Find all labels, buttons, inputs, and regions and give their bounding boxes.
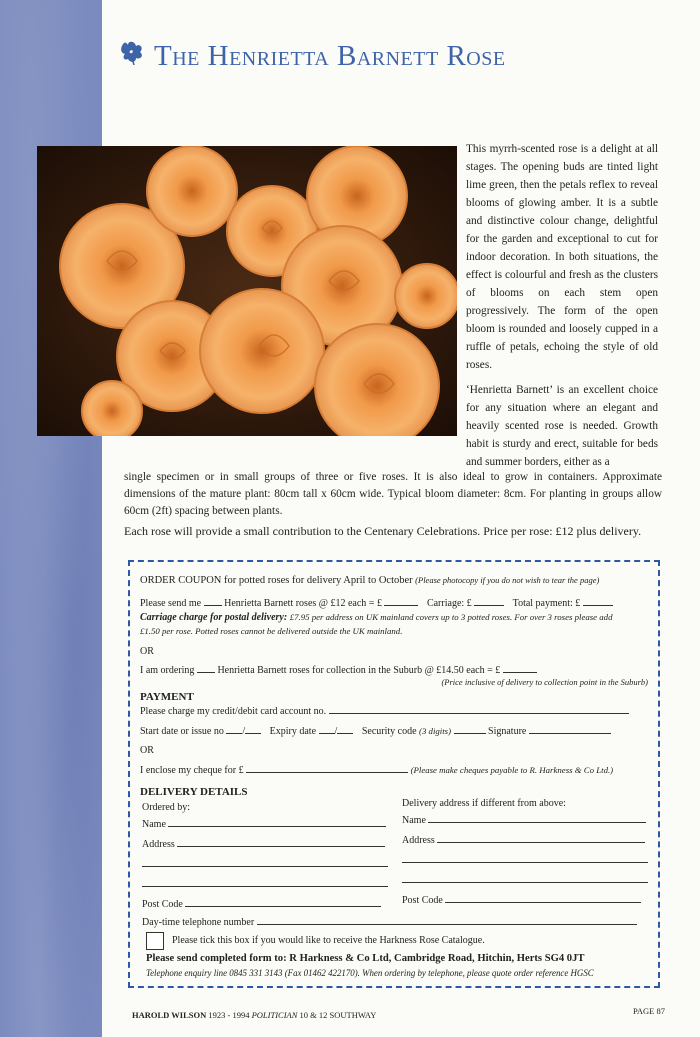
footer-name: HAROLD WILSON — [132, 1010, 207, 1020]
card-number-label: Please charge my credit/debit card account no. — [140, 706, 327, 717]
post-code-label: Post Code — [142, 899, 183, 910]
rose-photo — [37, 146, 457, 436]
telephone-field[interactable] — [257, 916, 637, 925]
ordering-label: I am ordering — [140, 665, 195, 676]
carriage-field[interactable] — [474, 597, 504, 606]
name-label: Name — [142, 819, 166, 830]
delivery-address-field[interactable] — [437, 834, 645, 843]
delivery-post-code-field[interactable] — [445, 894, 641, 903]
address-line-3[interactable] — [142, 878, 388, 887]
card-number-field[interactable] — [329, 705, 629, 714]
send-label: Please send me — [140, 598, 202, 609]
send-text: Henrietta Barnett roses @ £12 each = £ — [224, 598, 382, 609]
catalogue-checkbox[interactable] — [146, 932, 164, 950]
or-separator: OR — [140, 646, 154, 657]
total-label: Total payment: £ — [512, 598, 581, 609]
collection-price-note: (Price inclusive of delivery to collection point in the Suburb) — [441, 677, 648, 687]
intro-paragraph: ‘Henrietta Barnett’ is an excellent choice for any situation where an elegant and heavily scented rose is needed. Growth habit is sturdy and erect, suitable for beds and summer borders, either as a — [466, 384, 658, 468]
expiry-date-label: Expiry date — [269, 726, 317, 737]
footer-credit — [132, 1010, 376, 1020]
security-code-field[interactable] — [454, 725, 486, 734]
price-line: Each rose will provide a small contribution to the Centenary Celebrations. Price per rose: £12 plus delivery. — [124, 524, 642, 538]
expiry-month-field[interactable] — [319, 725, 335, 734]
footer-years: 1923 - 1994 — [208, 1010, 250, 1020]
delivery-post-code-label: Post Code — [402, 895, 443, 906]
expiry-year-field[interactable] — [337, 725, 353, 734]
rose-logo-icon — [118, 39, 146, 73]
or-separator: OR — [140, 745, 154, 756]
carriage-charge-label: Carriage charge for postal delivery: — [140, 612, 288, 623]
footer-address: 10 & 12 SOUTHWAY — [299, 1010, 377, 1020]
address-line-2[interactable] — [142, 858, 388, 867]
cheque-amount-field[interactable] — [246, 764, 408, 773]
signature-field[interactable] — [529, 725, 611, 734]
order-coupon: ORDER COUPON for potted roses for delivery April to October (Please photocopy if you do not wish to tear the page) Please send me Henrietta Barnett roses @ £12 each = £ Carriage: £ Total payment: £ Carriage charge for postal delivery: £7.95 per address on UK mainland covers up to 3 potted roses. For over 3 roses please add £1.50 per rose. Potted roses cannot be delivered outside the UK mainland. OR I am ordering Henrietta Barnett roses for collection in the Suburb @ £14.50 each = £ (Price inclusive of delivery to collection point in the Suburb) PAYMENT Please charge my credit/debit card account no. Start date or issue no / Expiry date / Security code (3 digits) Signature OR I enclose my cheque for £ (Please make cheques payable to R. Harkness & Co Ltd.) DELIVERY DETAILS Ordered by: Delivery address if different from above: Name Name Address Address Post Code Post Code Day-time telephone number Please tick this box if you would like to receive the Harkness Rose Catalogue. Please send completed form to: R Harkness & Co Ltd, Cambridge Road, Hitchin, Herts SG4 0JT Telephone enquiry line 0845 331 3143 (Fax 01462 422170). When ordering by telephone, please quote order reference HGSC — [128, 560, 660, 988]
intro-paragraph: This myrrh-scented rose is a delight at all stages. The opening buds are tinted light lime green, then the petals reflex to reveal blooms of glowing amber. It is a subtle and distinctive colour change, delightful for the garden and exceptional to cut for indoor decoration. In both situations, the effect is colourful and fresh as the clusters of blooms on each stem open progressively. The form of the open bloom is rounded and loosely cupped in a ruffle of petals, echoing the style of old roses. — [466, 143, 658, 371]
intro-text — [466, 140, 658, 478]
security-code-note: (3 digits) — [419, 726, 452, 736]
start-date-month-field[interactable] — [226, 725, 242, 734]
collection-quantity-field[interactable] — [197, 664, 215, 673]
subtotal-field[interactable] — [384, 597, 418, 606]
address-field[interactable] — [177, 838, 385, 847]
post-code-field[interactable] — [185, 898, 381, 907]
carriage-label: Carriage: £ — [426, 598, 472, 609]
coupon-heading-note: (Please photocopy if you do not wish to tear the page) — [415, 575, 600, 585]
page-number: PAGE 87 — [632, 1006, 665, 1016]
payment-heading: PAYMENT — [140, 691, 194, 703]
telephone-label: Day-time telephone number — [142, 917, 255, 928]
signature-label: Signature — [488, 726, 527, 737]
delivery-address-label: Delivery address if different from above: — [402, 798, 566, 809]
ordered-by-label: Ordered by: — [142, 802, 191, 813]
telephone-enquiry-line: Telephone enquiry line 0845 331 3143 (Fax 01462 422170). When ordering by telephone, please quote order reference HGSC — [146, 968, 594, 978]
footer-role: POLITICIAN — [251, 1010, 298, 1020]
total-field[interactable] — [583, 597, 613, 606]
carriage-charge-text-2: £1.50 per rose. Potted roses cannot be delivered outside the UK mainland. — [140, 626, 403, 636]
quantity-field[interactable] — [204, 597, 222, 606]
carriage-charge-text: £7.95 per address on UK mainland covers up to 3 potted roses. For over 3 roses please add — [289, 612, 613, 622]
cheque-note: (Please make cheques payable to R. Harkness & Co Ltd.) — [410, 765, 614, 775]
body-text-continuation: single specimen or in small groups of three or five roses. It is also ideal to grow in containers. Approximate dimensions of the mature plant: 80cm tall x 60cm wide. Typical bloom diameter: 8cm. For planting in groups allow 60cm (2ft) spacing between plants. — [124, 471, 662, 517]
delivery-name-label: Name — [402, 815, 426, 826]
address-label: Address — [142, 839, 175, 850]
delivery-name-field[interactable] — [428, 814, 646, 823]
start-date-year-field[interactable] — [245, 725, 261, 734]
coupon-heading: ORDER COUPON for potted roses for delivery April to October — [140, 575, 413, 586]
ordering-text: Henrietta Barnett roses for collection in the Suburb @ £14.50 each = £ — [217, 665, 501, 676]
delivery-address-field-label: Address — [402, 835, 435, 846]
catalogue-checkbox-label: Please tick this box if you would like to receive the Harkness Rose Catalogue. — [172, 935, 485, 946]
collection-total-field[interactable] — [503, 664, 537, 673]
name-field[interactable] — [168, 818, 386, 827]
security-code-label: Security code — [361, 726, 417, 737]
delivery-address-line-3[interactable] — [402, 874, 648, 883]
start-date-label: Start date or issue no — [140, 726, 224, 737]
delivery-heading: DELIVERY DETAILS — [140, 786, 248, 798]
page-title: The Henrietta Barnett Rose — [118, 38, 678, 78]
delivery-address-line-2[interactable] — [402, 854, 648, 863]
send-to-address: Please send completed form to: R Harkness & Co Ltd, Cambridge Road, Hitchin, Herts SG4 0JT — [146, 953, 585, 964]
cheque-label: I enclose my cheque for £ — [140, 765, 244, 776]
